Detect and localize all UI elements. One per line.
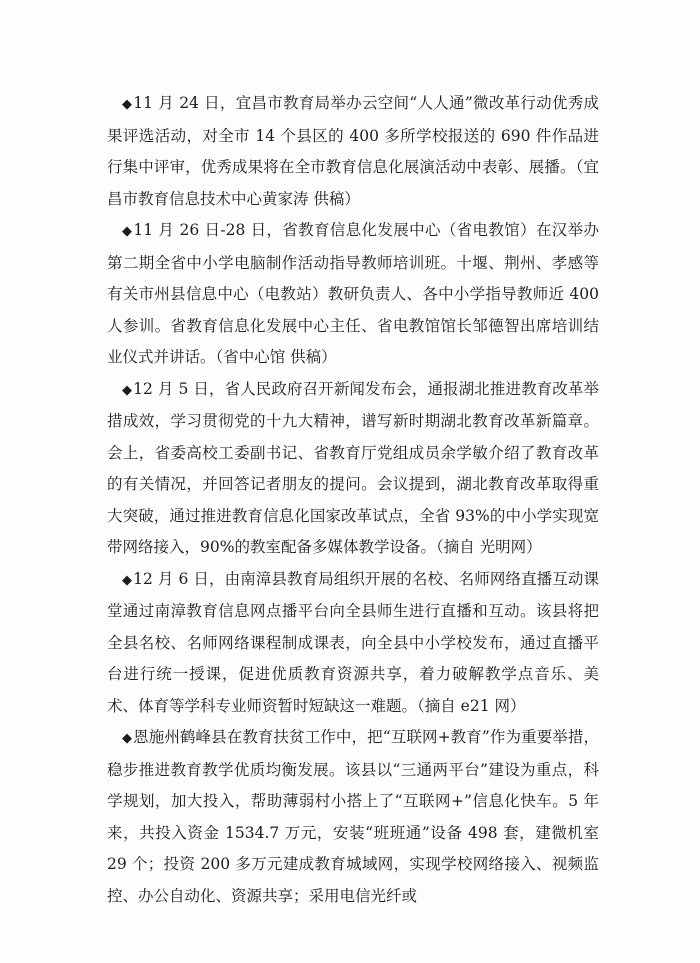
news-item-training [107,215,599,374]
diamond-bullet-icon: ◆ [122,572,133,588]
diamond-bullet-icon: ◆ [122,97,133,112]
document-body [107,88,599,912]
diamond-bullet-icon: ◆ [122,731,133,746]
news-item-text: 12 月 6 日，由南漳县教育局组织开展的名校、名师网络直播互动课堂通过南漳教育信息网点播平台向全县师生进行直播和互动。该县将把全县名校、名师网络课程制成课表，向全县中小学校发布，通过直播平台进行统一授课，促进优质教育资源共享，着力破解教学点音乐、美术、体育等学科专业师资暂时短缺这一难题。（摘自 e21 网） [107,569,599,715]
news-item-text: 12 月 5 日，省人民政府召开新闻发布会，通报湖北推进教育改革举措成效，学习贯彻党的十九大精神，谱写新时期湖北教育改革新篇章。会上，省委高校工委副书记、省教育厅党组成员余学敏介绍了教育改革的有关情况，并回答记者朋友的提问。会议提到，湖北教育改革取得重大突破，通过推进教育信息化国家改革试点，全省 93%的中小学实现宽带网络接入，90%的教室配备多媒体教学设备。（摘自 光明网） [107,379,599,556]
news-item-press-conference [107,374,599,564]
diamond-bullet-icon: ◆ [122,382,133,398]
news-item-yichang [107,88,599,215]
news-item-nanzhang [107,564,599,723]
diamond-bullet-icon: ◆ [122,224,133,239]
news-item-text: 11 月 26 日-28 日，省教育信息化发展中心（省电教馆）在汉举办第二期全省中小学电脑制作活动指导教师培训班。十堰、荆州、孝感等有关市州县信息中心（电教站）教研负责人、各中小学指导教师近 400 人参训。省教育信息化发展中心主任、省电教馆馆长邹德智出席培训结业仪式并讲话。（省中心馆 供稿） [107,221,599,366]
news-item-text: 11 月 24 日，宜昌市教育局举办云空间“人人通”微改革行动优秀成果评选活动，对全市 14 个县区的 400 多所学校报送的 690 件作品进行集中评审，优秀成果将在全市教育信息化展演活动中表彰、展播。（宜昌市教育信息技术中心黄家涛 供稿） [107,94,599,208]
news-item-hefeng [107,722,599,912]
news-item-text: 恩施州鹤峰县在教育扶贫工作中，把“互联网+教育”作为重要举措，稳步推进教育教学优质均衡发展。该县以“三通两平台”建设为重点，科学规划，加大投入，帮助薄弱村小搭上了“互联网+”信息化快车。5 年来，共投入资金 1534.7 万元，安装“班班通”设备 498 套，建微机室 29 个；投资 200 多万元建成教育城域网，实现学校网络接入、视频监控、办公自动化、资源共享；采用电信光纤或 [107,728,600,905]
